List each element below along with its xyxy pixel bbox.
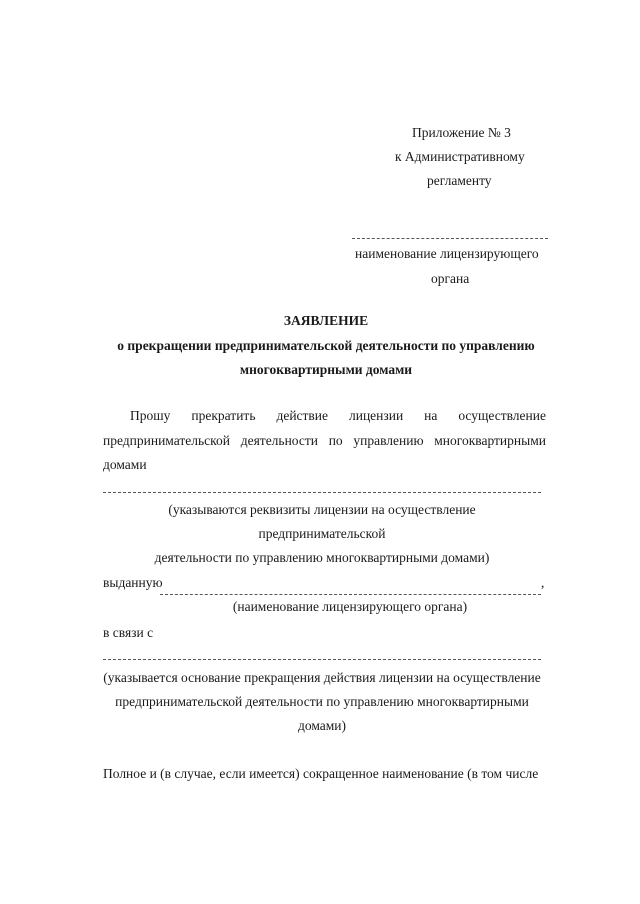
appendix-line-1: Приложение № 3 [412, 125, 511, 140]
document-title: ЗАЯВЛЕНИЕ [283, 313, 369, 328]
reason-hint-2: предпринимательской деятельности по управлению многоквартирными [115, 694, 529, 709]
word: прекратить [191, 408, 256, 423]
license-hint-1: (указываются реквизиты лицензии на осуществление [168, 502, 476, 517]
word: Прошу [130, 408, 171, 423]
word: осуществление [458, 408, 546, 423]
reason-label: в связи с [103, 625, 154, 640]
reason-rule [103, 659, 541, 660]
document-subtitle-2: многоквартирными домами [239, 362, 413, 377]
request-line-3: домами [103, 457, 147, 472]
word: на [424, 408, 438, 423]
request-line-2 [103, 434, 546, 448]
word: деятельности [240, 433, 319, 448]
word: управлению [353, 433, 424, 448]
issued-label: выданную [103, 575, 163, 590]
request-line-1 [130, 409, 546, 423]
issued-hint: (наименование лицензирующего органа) [232, 599, 468, 614]
word: лицензии [349, 408, 404, 423]
appendix-line-2: к Административному [395, 149, 525, 164]
reason-hint-1: (указывается основание прекращения действия лицензии на осуществление [103, 670, 541, 685]
word: предпринимательской [103, 433, 231, 448]
authority-rule [352, 238, 548, 239]
word: действие [276, 408, 329, 423]
fullname-line: Полное и (в случае, если имеется) сокращенное наименование (в том числе [103, 766, 539, 781]
license-hint-3: деятельности по управлению многоквартирными домами) [154, 550, 490, 565]
document-subtitle-1: о прекращении предпринимательской деятельности по управлению [117, 338, 535, 353]
word: по [328, 433, 343, 448]
authority-line-1: наименование лицензирующего [355, 246, 539, 261]
authority-line-2: органа [431, 271, 470, 286]
appendix-line-3: регламенту [427, 173, 492, 188]
issued-comma: , [541, 575, 545, 590]
word: многоквартирными [434, 433, 546, 448]
license-details-rule [103, 492, 541, 493]
license-hint-2: предпринимательской [258, 526, 386, 541]
issued-rule [160, 594, 541, 595]
reason-hint-3: домами) [297, 718, 347, 733]
